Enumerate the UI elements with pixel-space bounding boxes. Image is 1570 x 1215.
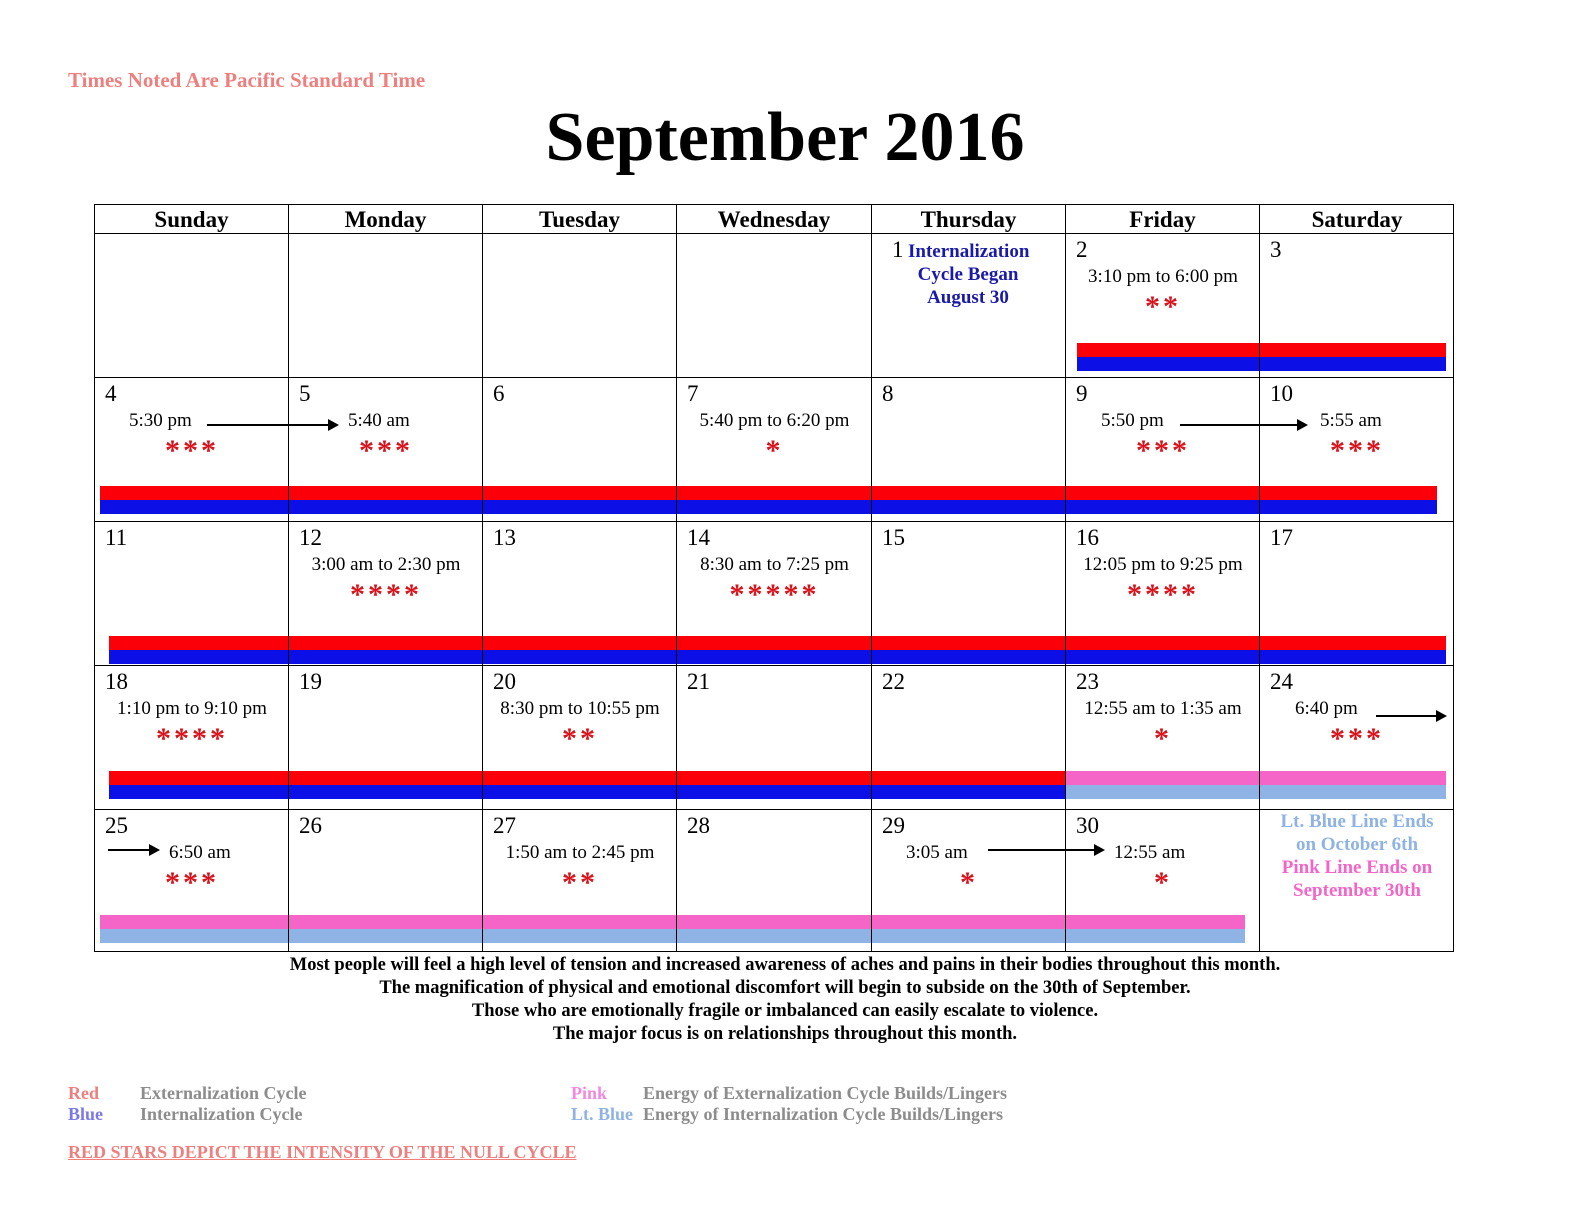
externalization-energy-bar [100,915,1245,929]
day-number: 16 [1076,525,1099,550]
day-number: 29 [882,813,905,838]
day-number: 6 [493,381,505,406]
arrow-right-icon [1376,715,1445,717]
calendar-cell-line-end-note [1260,810,1454,952]
externalization-cycle-bar [109,636,1446,650]
intensity-stars: *** [165,434,219,467]
weekday-thursday: Thursday [872,205,1066,234]
arrow-right-icon [988,849,1103,851]
day-number: 24 [1270,669,1293,694]
intensity-stars: *** [1330,722,1384,755]
intensity-stars: ***** [729,578,820,611]
monthly-summary: Most people will feel a high level of tension and increased awareness of aches and pains in their bodies throughout this month. The magnification of physical and emotional discomfort will begin to subside on the 30th of September. Those who are emotionally fragile or imbalanced can easily escalate to violence. The major focus is on relationships throughout this month. [289,955,1281,1044]
day-number: 9 [1076,381,1088,406]
intensity-stars: *** [1136,434,1190,467]
day-number: 22 [882,669,905,694]
event-time: 3:10 pm to 6:00 pm [1088,266,1238,287]
day-number: 18 [105,669,128,694]
internalization-cycle-bar [109,785,1066,799]
weekday-tuesday: Tuesday [483,205,677,234]
day-number: 2 [1076,237,1088,262]
day-number: 28 [687,813,710,838]
day-number: 27 [493,813,516,838]
legend-light-blue: Lt. Blue Energy of Internalization Cycle Builds/Lingers [571,1104,1003,1124]
event-time: 6:50 am [169,842,231,863]
internalization-energy-bar [1066,785,1446,799]
externalization-energy-bar [1066,771,1446,785]
day-number: 10 [1270,381,1293,406]
intensity-stars: ** [562,866,598,899]
intensity-stars: ** [1145,290,1181,323]
arrow-right-icon [108,849,158,851]
event-time: 6:40 pm [1295,698,1358,719]
day-number: 17 [1270,525,1293,550]
event-time: 5:55 am [1320,410,1382,431]
internalization-cycle-bar [100,500,1437,514]
stars-intensity-note: RED STARS DEPICT THE INTENSITY OF THE NULL CYCLE [68,1142,577,1162]
event-time: 12:05 pm to 9:25 pm [1083,554,1243,575]
light-blue-line-end-note: Lt. Blue Line Ends on October 6th [1280,811,1434,855]
day-number: 7 [687,381,699,406]
intensity-stars: **** [1127,578,1199,611]
arrow-right-icon [207,424,337,426]
internalization-cycle-bar [1077,357,1446,371]
weekday-saturday: Saturday [1260,205,1454,234]
calendar-cell-empty [95,234,289,378]
arrow-right-icon [1180,424,1306,426]
day-number: 21 [687,669,710,694]
day-number: 8 [882,381,894,406]
event-time: 1:10 pm to 9:10 pm [117,698,267,719]
weekday-friday: Friday [1066,205,1260,234]
day-number: 1 [892,237,904,262]
event-time: 12:55 am [1114,842,1186,863]
event-time: 12:55 am to 1:35 am [1084,698,1242,719]
day-number: 19 [299,669,322,694]
calendar-cell-empty [483,234,677,378]
calendar-cell-empty [289,234,483,378]
event-time: 5:50 pm [1101,410,1164,431]
intensity-stars: ** [562,722,598,755]
timezone-note: Times Noted Are Pacific Standard Time [68,68,426,92]
externalization-cycle-bar [1077,343,1446,357]
externalization-cycle-bar [109,771,1066,785]
intensity-stars: *** [359,434,413,467]
calendar-cell-day-1 [872,234,1066,378]
day-number: 26 [299,813,322,838]
intensity-stars: *** [1330,434,1384,467]
calendar-cell-empty [677,234,872,378]
day-number: 30 [1076,813,1099,838]
intensity-stars: **** [156,722,228,755]
event-time: 3:00 am to 2:30 pm [311,554,461,575]
day-number: 20 [493,669,516,694]
legend-pink: Pink Energy of Externalization Cycle Builds/Lingers [571,1083,1007,1103]
weekday-monday: Monday [289,205,483,234]
intensity-stars: *** [165,866,219,899]
day-number: 12 [299,525,322,550]
internalization-cycle-bar [109,650,1446,664]
event-time: 8:30 am to 7:25 pm [700,554,849,575]
day-number: 4 [105,381,117,406]
day-number: 25 [105,813,128,838]
intensity-stars: * [765,434,784,467]
externalization-cycle-bar [100,486,1437,500]
event-time: 5:40 pm to 6:20 pm [699,410,850,431]
legend-blue: Blue Internalization Cycle [68,1104,303,1124]
event-time: 3:05 am [906,842,968,863]
day-number: 14 [687,525,710,550]
intensity-stars: * [1154,722,1172,755]
day-number: 11 [105,525,128,550]
intensity-stars: * [1154,866,1172,899]
day-number: 13 [493,525,516,550]
weekday-wednesday: Wednesday [677,205,872,234]
intensity-stars: * [960,866,978,899]
page-title: September 2016 [545,99,1025,176]
pink-line-end-note: Pink Line Ends on September 30th [1281,857,1433,901]
calendar-grid [94,204,1454,952]
intensity-stars: **** [350,578,422,611]
legend-red: Red Externalization Cycle [68,1083,307,1103]
weekday-sunday: Sunday [95,205,289,234]
event-time: 1:50 am to 2:45 pm [505,842,655,863]
event-time: 5:30 pm [129,410,192,431]
day-number: 5 [299,381,311,406]
event-time: 8:30 pm to 10:55 pm [500,698,660,719]
day-number: 3 [1270,237,1282,262]
cycle-began-note: Internalization Cycle Began August 30 [908,241,1030,308]
day-number: 15 [882,525,905,550]
internalization-energy-bar [100,929,1245,943]
day-number: 23 [1076,669,1099,694]
event-time: 5:40 am [348,410,410,431]
